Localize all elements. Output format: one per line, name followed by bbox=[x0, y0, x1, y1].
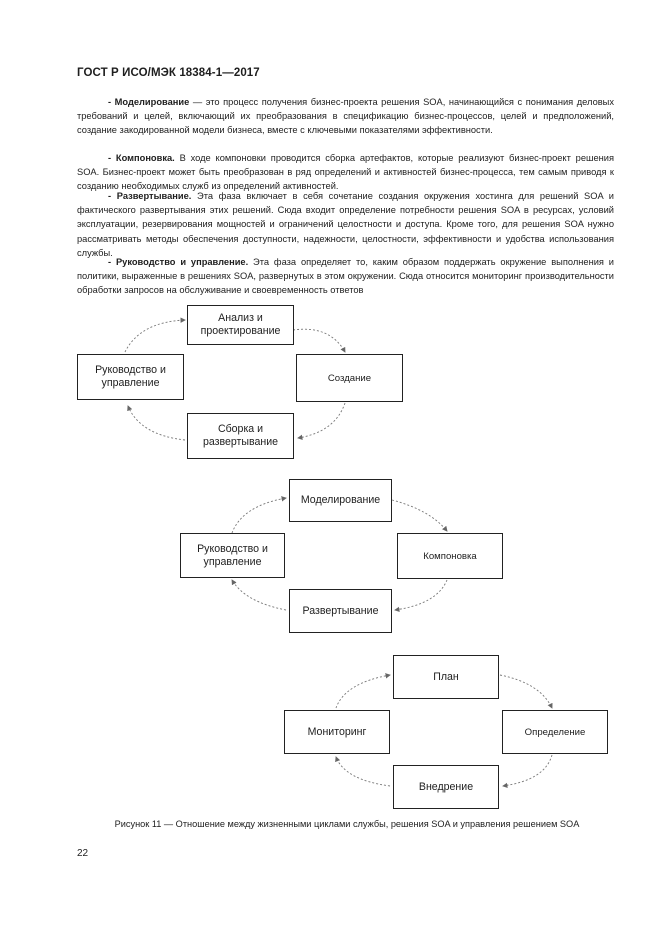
arrow-d1-top-right bbox=[293, 329, 345, 352]
d1-analysis-design-box: Анализ и проектирование bbox=[187, 305, 294, 345]
figure-caption: Рисунок 11 — Отношение между жизненными циклами службы, решения SOA и управления решением SOA bbox=[114, 819, 580, 829]
arrow-d1-left-top bbox=[125, 320, 185, 352]
standard-header: ГОСТ Р ИСО/МЭК 18384-1—2017 bbox=[77, 67, 260, 79]
term-governance: - Руководство и управление. bbox=[108, 257, 249, 267]
arrow-d2-top-right bbox=[392, 500, 447, 531]
d1-assembly-deployment-box: Сборка и развертывание bbox=[187, 413, 294, 459]
d2-composition-box: Компоновка bbox=[397, 533, 503, 579]
arrow-d2-left-top bbox=[232, 498, 286, 533]
arrow-d1-bottom-left bbox=[128, 406, 185, 440]
d2-governance-box: Руководство и управление bbox=[180, 533, 285, 578]
text-governance: Эта фаза определяет то, каким образом поддержать окружение выполнения и политики, выраженные в решениях SOA, развернутых в этом окружении. Сюда относится мониторинг производительности обработки запросов на обслуживание и своевременность ответов bbox=[77, 257, 614, 296]
d2-deployment-box: Развертывание bbox=[289, 589, 392, 633]
arrow-d2-bottom-left bbox=[232, 580, 286, 610]
arrow-d1-right-bottom bbox=[298, 403, 345, 438]
arrow-d3-top-right bbox=[500, 675, 552, 708]
d3-monitoring-box: Мониторинг bbox=[284, 710, 390, 754]
arrow-d3-right-bottom bbox=[503, 755, 552, 786]
term-deployment: - Развертывание. bbox=[108, 191, 192, 201]
term-modeling: - Моделирование bbox=[108, 97, 190, 107]
d1-creation-box: Создание bbox=[296, 354, 403, 402]
d3-plan-box: План bbox=[393, 655, 499, 699]
d3-implementation-box: Внедрение bbox=[393, 765, 499, 809]
text-modeling: — это процесс получения бизнес-проекта решения SOA, начинающийся с понимания деловых требований и целей, включающий их преобразования в спецификацию бизнес-процессов, целей и предположений, создание закодированной модели бизнеса, вместе с ключевыми показателями эффективности. bbox=[77, 97, 615, 136]
arrow-d3-left-top bbox=[336, 675, 390, 708]
text-composition: В ходе компоновки проводится сборка артефактов, которые реализуют бизнес-проект решения SOA. Бизнес-проект может быть преобразован в ряд определений и активностей бизнес-процесса, тем самым приводя к созданию необходимых служб из определений активностей. bbox=[77, 153, 614, 192]
d2-modeling-box: Моделирование bbox=[289, 479, 392, 522]
d3-definition-box: Определение bbox=[502, 710, 608, 754]
arrow-d2-right-bottom bbox=[395, 580, 447, 610]
page-number: 22 bbox=[77, 848, 89, 859]
arrow-d3-bottom-left bbox=[336, 757, 390, 786]
term-composition: - Компоновка. bbox=[108, 153, 175, 163]
d1-governance-box: Руководство и управление bbox=[77, 354, 184, 400]
text-deployment: Эта фаза включает в себя сочетание создания окружения хостинга для решений SOA и фактического развертывания этих решений. Сюда входит определение потребности решения SOA в ресурсах, условий эксплуатации, резервирования мощностей и ограничений целостности и доступа. Кроме того, для решения SOA нужно рассматривать методы обеспечения доступности, надежности, целостности, эффективности и удобства использования службы. bbox=[77, 191, 614, 258]
